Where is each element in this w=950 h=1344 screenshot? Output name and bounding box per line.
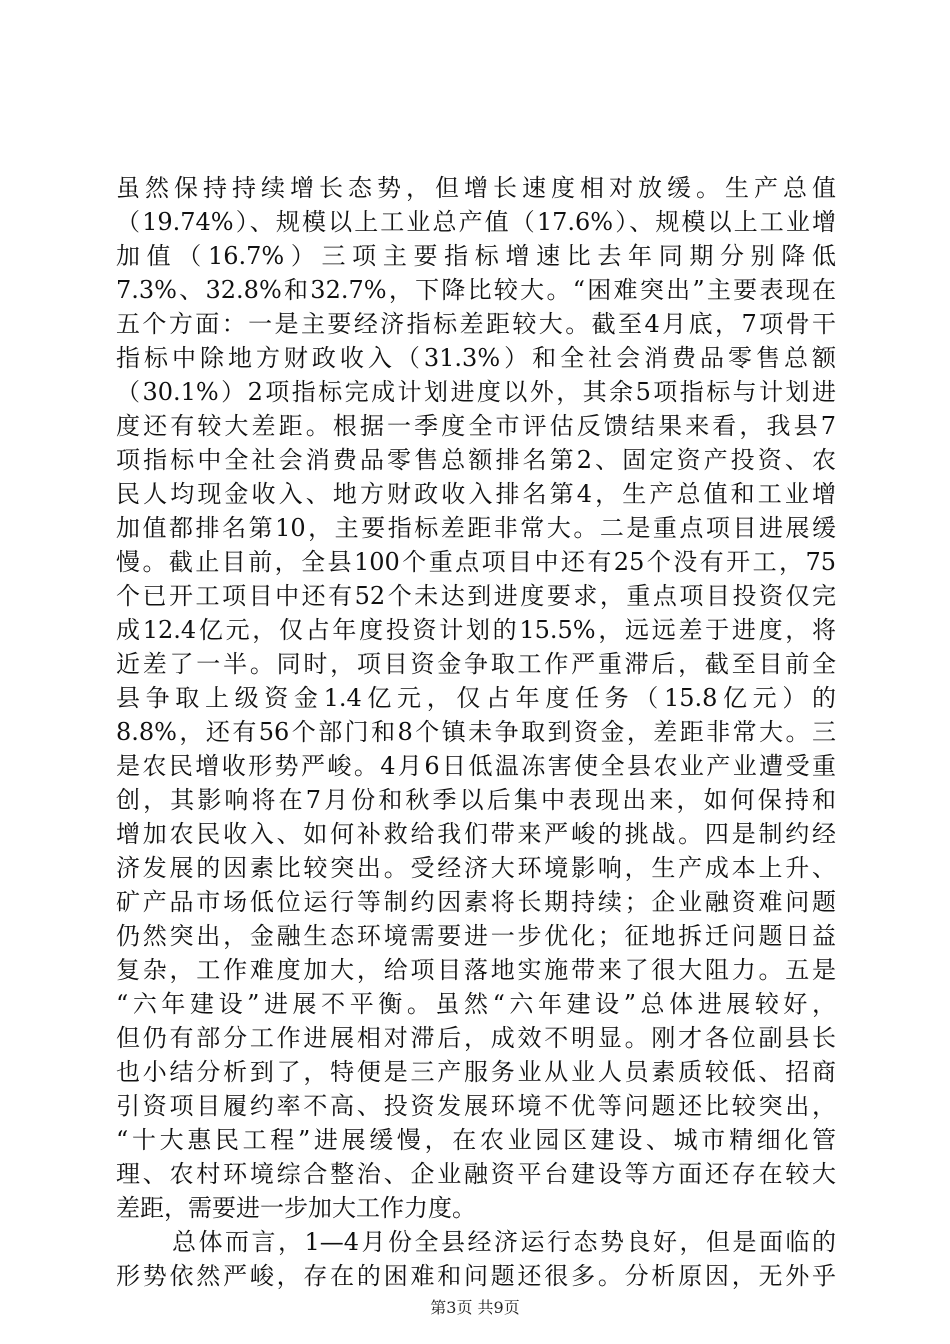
text-line: 差距，需要进一步加大工作力度。 xyxy=(116,1194,476,1222)
page-footer xyxy=(0,1298,950,1318)
text-line: 成12.4亿元，仅占年度投资计划的15.5%，远远差于进度，将 xyxy=(116,616,836,644)
text-line: 也小结分析到了，特便是三产服务业从业人员素质较低、招商 xyxy=(116,1058,836,1086)
text-line: 加值都排名第10，主要指标差距非常大。二是重点项目进展缓 xyxy=(116,514,836,542)
page-number-label: 第3页 共9页 xyxy=(430,1298,520,1317)
text-line: 但仍有部分工作进展相对滞后，成效不明显。刚才各位副县长 xyxy=(116,1024,836,1052)
text-line: （19.74%）、规模以上工业总产值（17.6%）、规模以上工业增 xyxy=(116,208,836,236)
text-line: “十大惠民工程”进展缓慢，在农业园区建设、城市精细化管 xyxy=(116,1126,836,1154)
body-text xyxy=(116,171,836,1293)
text-line: 慢。截止目前，全县100个重点项目中还有25个没有开工，75 xyxy=(116,548,836,576)
text-line: 增加农民收入、如何补救给我们带来严峻的挑战。四是制约经 xyxy=(116,820,836,848)
text-line: 加值（16.7%）三项主要指标增速比去年同期分别降低 xyxy=(116,242,836,270)
text-line: 个已开工项目中还有52个未达到进度要求，重点项目投资仅完 xyxy=(116,582,836,610)
text-line: 总体而言，1—4月份全县经济运行态势良好，但是面临的 xyxy=(172,1228,836,1256)
text-line: 县争取上级资金1.4亿元，仅占年度任务（15.8亿元）的 xyxy=(116,684,836,712)
text-line: 仍然突出，金融生态环境需要进一步优化；征地拆迁问题日益 xyxy=(116,922,836,950)
text-line: 是农民增收形势严峻。4月6日低温冻害使全县农业产业遭受重 xyxy=(116,752,836,780)
text-line: 理、农村环境综合整治、企业融资平台建设等方面还存在较大 xyxy=(116,1160,836,1188)
text-line: 虽然保持持续增长态势，但增长速度相对放缓。生产总值 xyxy=(116,174,836,202)
text-line: 引资项目履约率不高、投资发展环境不优等问题还比较突出， xyxy=(116,1092,836,1120)
text-line: 济发展的因素比较突出。受经济大环境影响，生产成本上升、 xyxy=(116,854,836,882)
text-line: 复杂，工作难度加大，给项目落地实施带来了很大阻力。五是 xyxy=(116,956,836,984)
text-line: 五个方面：一是主要经济指标差距较大。截至4月底，7项骨干 xyxy=(116,310,836,338)
text-line: 民人均现金收入、地方财政收入排名第4，生产总值和工业增 xyxy=(116,480,836,508)
text-line: 8.8%，还有56个部门和8个镇未争取到资金，差距非常大。三 xyxy=(116,718,836,746)
text-line: 度还有较大差距。根据一季度全市评估反馈结果来看，我县7 xyxy=(116,412,836,440)
text-line: （30.1%）2项指标完成计划进度以外，其余5项指标与计划进 xyxy=(116,378,836,406)
text-line: 矿产品市场低位运行等制约因素将长期持续；企业融资难问题 xyxy=(116,888,836,916)
text-line: 7.3%、32.8%和32.7%，下降比较大。“困难突出”主要表现在 xyxy=(116,276,836,304)
text-line: 指标中除地方财政收入（31.3%）和全社会消费品零售总额 xyxy=(116,344,836,372)
text-line: 近差了一半。同时，项目资金争取工作严重滞后，截至目前全 xyxy=(116,650,836,678)
text-line: 形势依然严峻，存在的困难和问题还很多。分析原因，无外乎 xyxy=(116,1262,836,1290)
text-line: 项指标中全社会消费品零售总额排名第2、固定资产投资、农 xyxy=(116,446,836,474)
text-line: 创，其影响将在7月份和秋季以后集中表现出来，如何保持和 xyxy=(116,786,836,814)
text-line: “六年建设”进展不平衡。虽然“六年建设”总体进展较好， xyxy=(116,990,836,1018)
